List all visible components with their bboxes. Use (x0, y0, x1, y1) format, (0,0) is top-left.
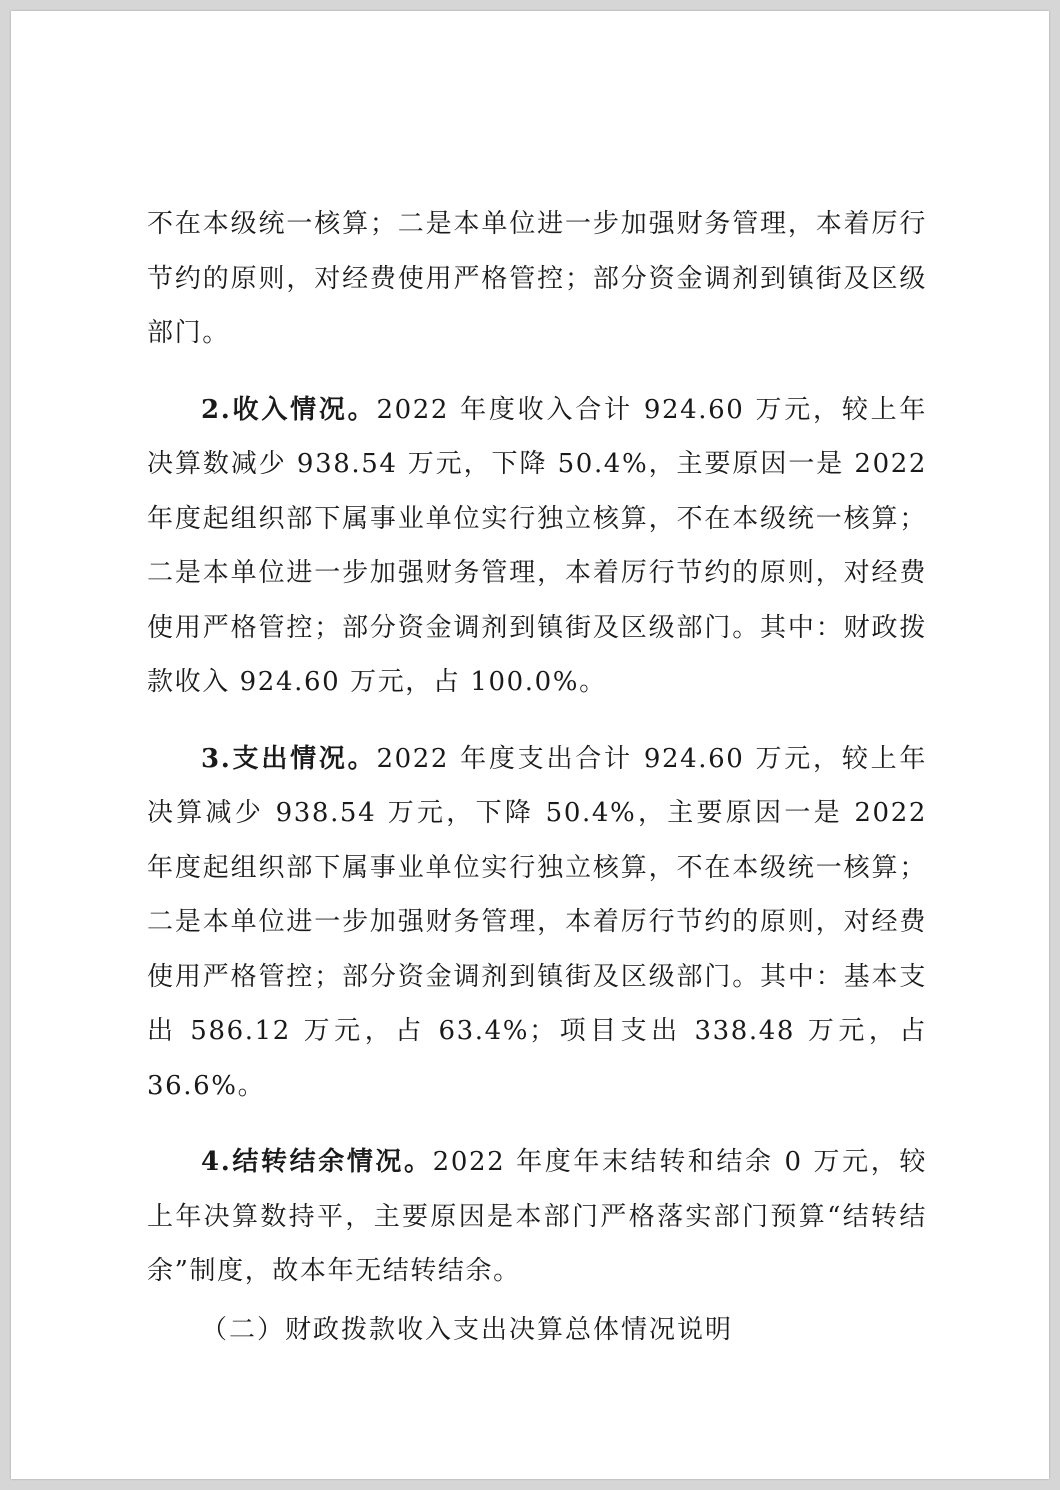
paragraph-continuation (147, 197, 927, 361)
income-heading: 2.收入情况。 (201, 394, 377, 425)
carryover-heading: 4.结转结余情况。 (201, 1147, 433, 1177)
expenditure-text: 2022 年度支出合计 924.60 万元，较上年决算减少 938.54 万元，下降 50.4%，主要原因一是 2022 年度起组织部下属事业单位实行独立核算，不在本级统一核算；二是本单位进一步加强财务管理，本着厉行节约的原则，对经费使用严格管控；部分资金调剂到镇街及区级部门。其中：基本支出 586.12 万元，占 63.4%；项目支出 338.48 万元，占 36.6%。 (147, 743, 928, 1101)
carryover-text: 2022 年度年末结转和结余 0 万元，较上年决算数持平，主要原因是本部门严格落实部门预算“结转结余”制度，故本年无结转结余。 (147, 1147, 928, 1286)
paragraph-text: 不在本级统一核算；二是本单位进一步加强财务管理，本着厉行节约的原则，对经费使用严格管控；部分资金调剂到镇街及区级部门。 (147, 209, 927, 348)
expenditure-heading: 3.支出情况。 (201, 743, 377, 774)
section-title: （二）财政拨款收入支出决算总体情况说明 (201, 1314, 734, 1345)
document-page (11, 11, 1049, 1479)
income-text: 2022 年度收入合计 924.60 万元，较上年决算数减少 938.54 万元，下降 50.4%，主要原因一是 2022 年度起组织部下属事业单位实行独立核算，不在本级统一核算；二是本单位进一步加强财务管理，本着厉行节约的原则，对经费使用严格管控；部分资金调剂到镇街及区级部门。其中：财政拨款收入 924.60 万元，占 100.0%。 (147, 394, 928, 697)
document-body (147, 197, 927, 1357)
paragraph-expenditure (147, 732, 927, 1114)
paragraph-carryover (147, 1135, 927, 1299)
paragraph-income (147, 383, 927, 710)
